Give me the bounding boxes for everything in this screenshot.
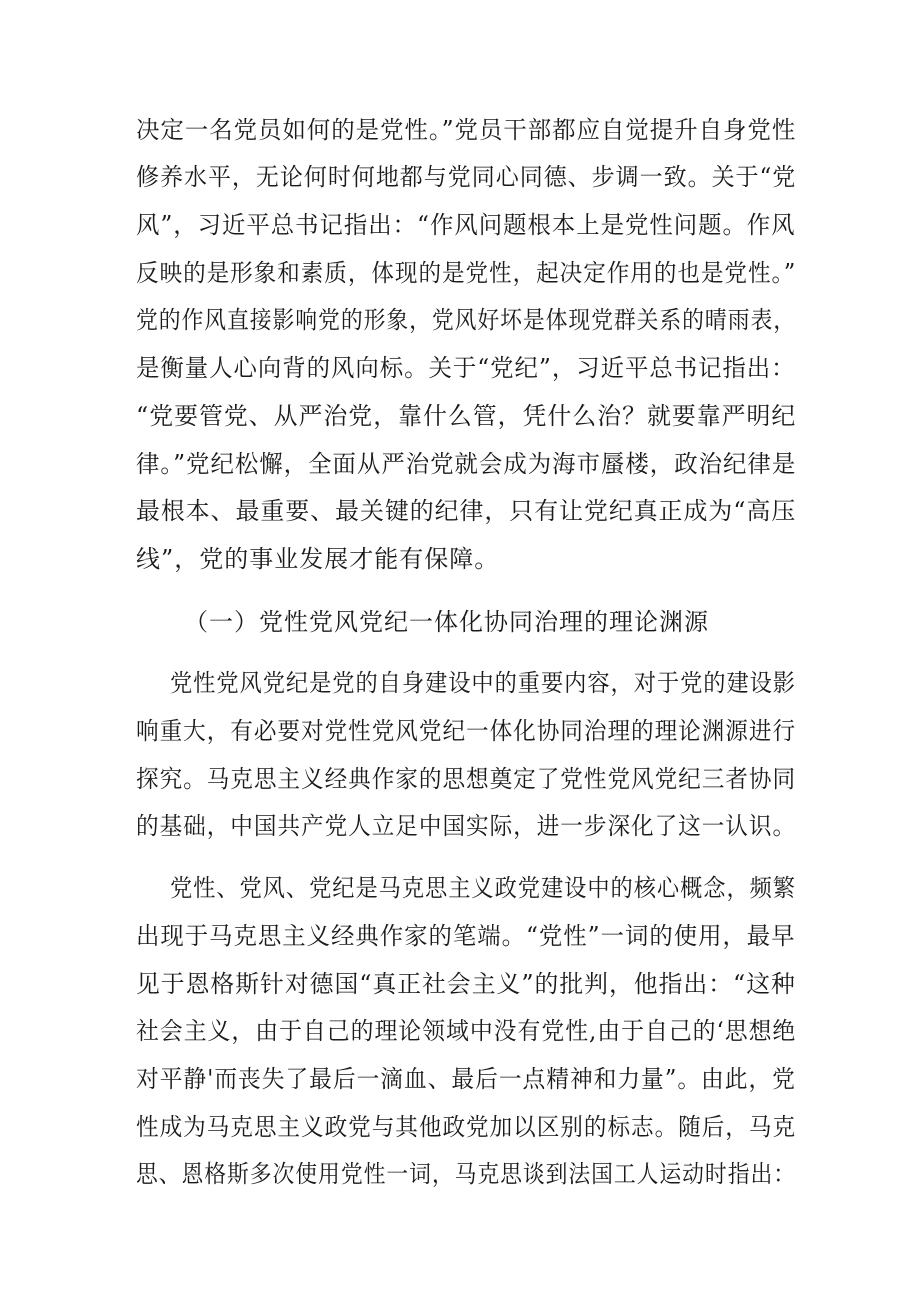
paragraph-1-line: “党要管党、从严治党，靠什么管，凭什么治？就要靠严明纪 (136, 402, 797, 430)
paragraph-2-line: 的基础，中国共产党人立足中国实际，进一步深化了这一认识。 (136, 812, 797, 840)
paragraph-1-line: 反映的是形象和素质，体现的是党性，起决定作用的也是党性。” (136, 259, 797, 287)
paragraph-1-line: 决定一名党员如何的是党性。”党员干部都应自觉提升自身党性 (136, 116, 797, 144)
paragraph-1-line: 党的作风直接影响党的形象，党风好坏是体现党群关系的晴雨表， (136, 306, 796, 334)
paragraph-1-line: 律。”党纪松懈，全面从严治党就会成为海市蜃楼，政治纪律是 (136, 450, 797, 478)
paragraph-3-line: 党性、党风、党纪是马克思主义政党建设中的核心概念，频繁 (170, 874, 796, 902)
paragraph-3-line: 社会主义，由于自己的理论领域中没有党性,由于自己的‘思想绝 (136, 1017, 797, 1045)
paragraph-3-line: 出现于马克思主义经典作家的笔端。“党性”一词的使用，最早 (136, 922, 796, 950)
paragraph-2-line: 党性党风党纪是党的自身建设中的重要内容，对于党的建设影 (170, 669, 796, 697)
paragraph-1-line: 风”，习近平总书记指出：“作风问题根本上是党性问题。作风 (136, 211, 796, 239)
paragraph-1-line: 是衡量人心向背的风向标。关于“党纪”，习近平总书记指出： (136, 354, 796, 382)
paragraph-1-line: 线”，党的事业发展才能有保障。 (136, 545, 500, 573)
paragraph-1-line: 修养水平，无论何时何地都与党同心同德、步调一致。关于“党 (136, 163, 797, 191)
paragraph-3-line: 性成为马克思主义政党与其他政党加以区别的标志。随后，马克 (136, 1113, 797, 1141)
paragraph-1-line: 最根本、最重要、最关键的纪律，只有让党纪真正成为“高压 (136, 497, 797, 525)
paragraph-3-line: 对平静'而丧失了最后一滴血、最后一点精神和力量”。由此，党 (136, 1065, 796, 1093)
paragraph-3-line: 思、恩格斯多次使用党性一词，马克思谈到法国工人运动时指出： (136, 1160, 796, 1188)
paragraph-3-line: 见于恩格斯针对德国“真正社会主义”的批判，他指出：“这种 (136, 970, 796, 998)
paragraph-2-line: 响重大，有必要对党性党风党纪一体化协同治理的理论渊源进行 (136, 717, 797, 745)
section-heading: （一）党性党风党纪一体化协同治理的理论渊源 (184, 608, 709, 636)
paragraph-2-line: 探究。马克思主义经典作家的思想奠定了党性党风党纪三者协同 (136, 765, 797, 793)
